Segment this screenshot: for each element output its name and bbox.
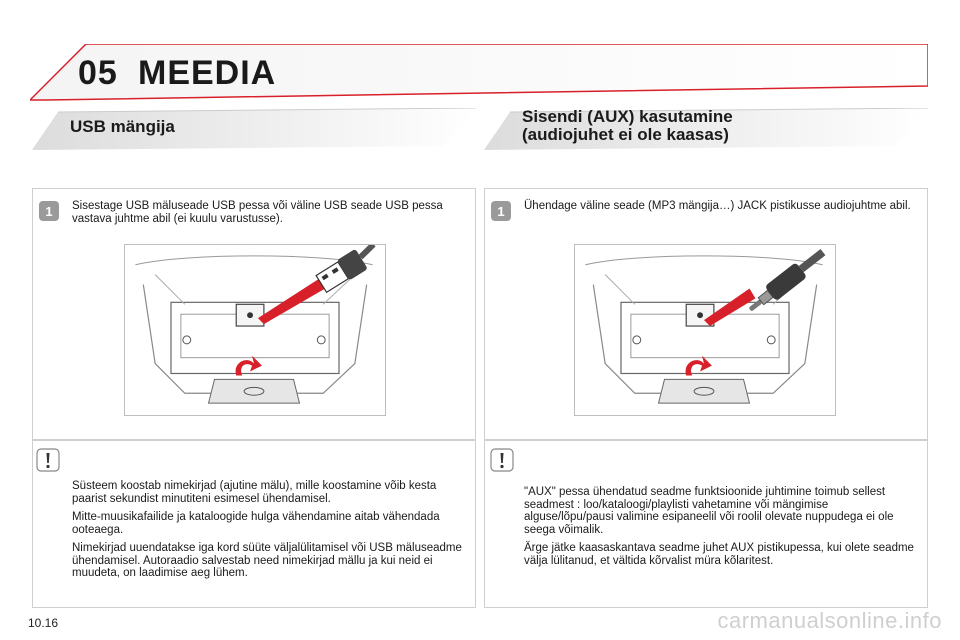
usb-note-2: Mitte-muusikafailide ja kataloogide hulga vähendamine aitab vähendada ooteaega. bbox=[72, 511, 440, 536]
aux-note-1: "AUX" pessa ühendatud seadme funktsioonide juhtimine toimub sellest seadmest : loo/kataloogi/playlisti vahetamine või mängimise alguse/lõpu/pausi valimine esipaneelil või roolil olevate nuppudega ei ole seega võimalik. bbox=[524, 486, 894, 536]
usb-section-title: USB mängija bbox=[70, 117, 175, 136]
warning-icon bbox=[490, 448, 514, 472]
aux-step-text: Ühendage väline seade (MP3 mängija…) JACK pistikusse audiojuhtme abil. bbox=[524, 200, 911, 212]
watermark-text: carmanualsonline.info bbox=[717, 608, 942, 633]
aux-section-title bbox=[522, 108, 733, 144]
aux-section-title-line1: Sisendi (AUX) kasutamine bbox=[522, 107, 733, 126]
aux-section-title-line2: (audiojuhet ei ole kaasas) bbox=[522, 125, 729, 144]
aux-note-2: Ärge jätke kaasaskantava seadme juhet AUX pistikupessa, kui olete seadme välja lülitanud, et vältida kõrvalist müra kõlaritest. bbox=[524, 542, 914, 567]
step-badge-icon bbox=[38, 200, 60, 222]
chapter-number: 05 bbox=[78, 54, 118, 92]
warning-icon bbox=[36, 448, 60, 472]
aux-step-number: 1 bbox=[497, 204, 505, 219]
usb-port-illustration bbox=[124, 244, 386, 416]
step-badge-icon bbox=[490, 200, 512, 222]
usb-note-1: Süsteem koostab nimekirjad (ajutine mälu), mille koostamine võib kesta paarist sekundist minutiteni esimesel ühendamisel. bbox=[72, 480, 437, 505]
usb-note-3: Nimekirjad uuendatakse iga kord süüte väljalülitamisel või USB mäluseadme ühendamisel. Autoraadio salvestab need nimekirjad mällu ja kui neid ei muudeta, on laadimise aeg lühem. bbox=[72, 542, 462, 579]
chapter-title: MEEDIA bbox=[138, 54, 277, 92]
usb-step-text: Sisestage USB mäluseade USB pessa või väline USB seade USB pessa vastava juhtme abil (ei kuulu varustusse). bbox=[72, 200, 443, 225]
usb-step-number: 1 bbox=[45, 204, 53, 219]
aux-jack-illustration bbox=[574, 244, 836, 416]
page-number: 10.16 bbox=[28, 616, 59, 630]
aux-notes bbox=[524, 486, 916, 573]
usb-notes bbox=[72, 480, 464, 586]
